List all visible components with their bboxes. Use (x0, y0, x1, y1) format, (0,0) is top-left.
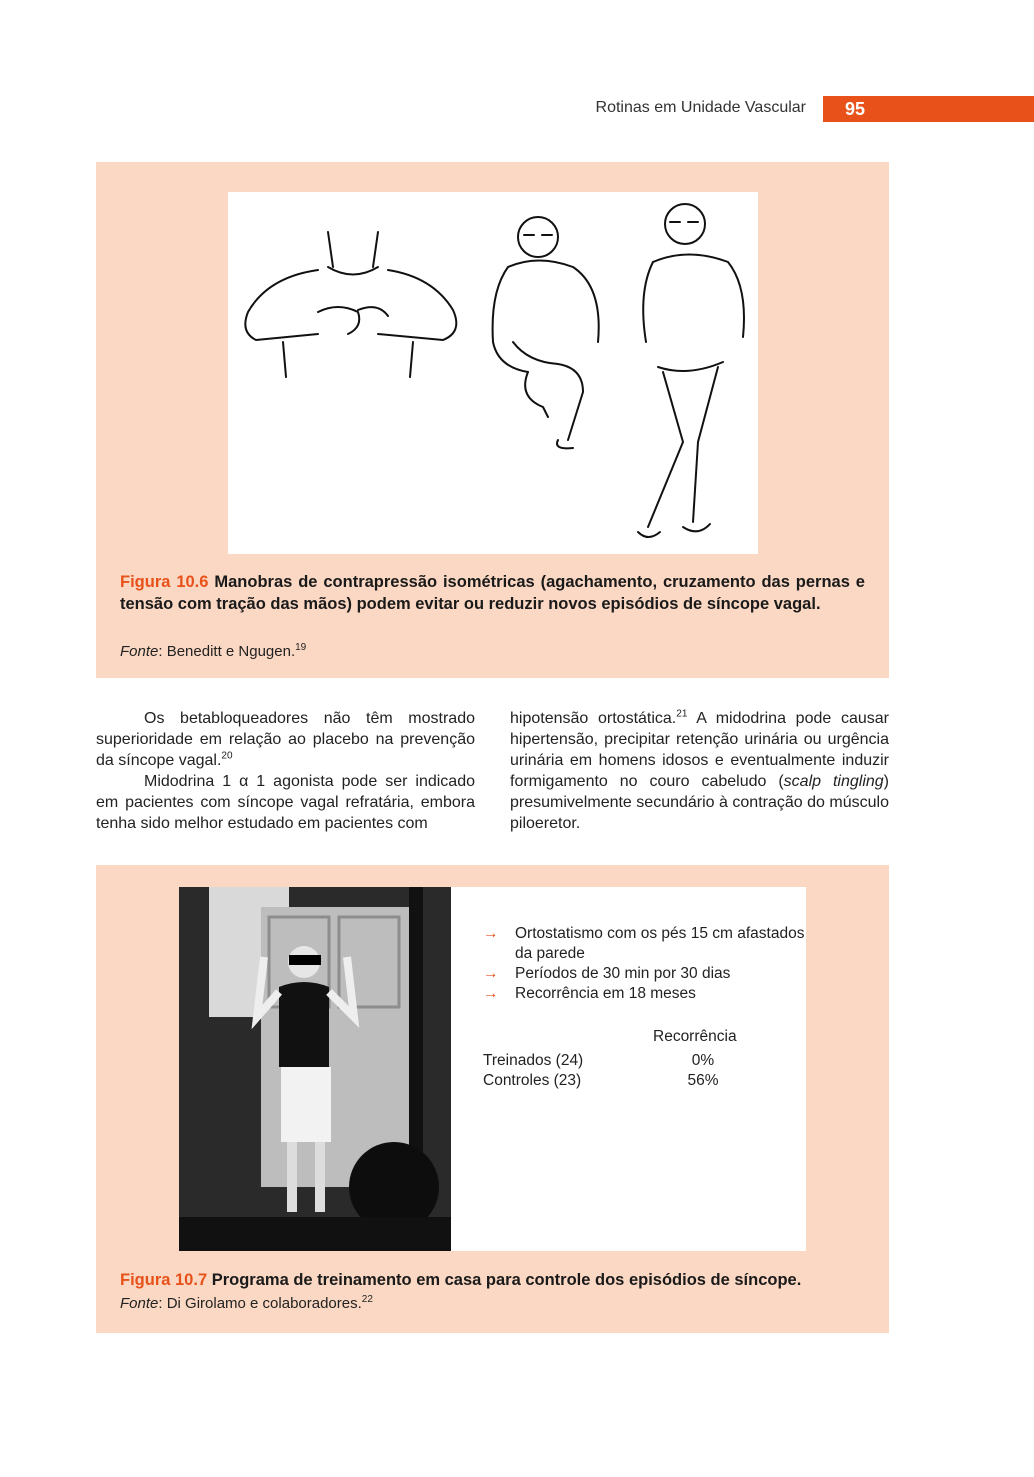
training-summary-panel (451, 887, 806, 1251)
table-row (483, 1052, 743, 1072)
figure-10-6-caption-text: Manobras de contrapressão isométricas (agachamento, cruzamento das pernas e tensão com tração das mãos) podem evitar ou reduzir novos episódios de síncope vagal. (120, 573, 865, 613)
value-cell: 56% (687, 1072, 719, 1089)
photo-illustration (179, 887, 451, 1251)
paragraph-text-b: A midodrina pode causar hipertensão, precipitar retenção urinária ou urgência urinária em homens idosos e eventualmente induzir formigamento no couro cabeludo ( (510, 710, 890, 790)
citation-ref: 20 (221, 750, 233, 762)
source-label: Fonte (120, 643, 159, 660)
figure-10-6-label: Figura 10.6 (120, 573, 209, 591)
bullet-text: Recorrência em 18 meses (515, 985, 696, 1002)
bullet-item (483, 964, 806, 984)
figure-10-6-source (120, 643, 306, 660)
table-row (483, 1072, 743, 1092)
figure-10-6 (96, 162, 889, 678)
recurrence-table (483, 1052, 743, 1092)
paragraph-text-c: ) presumivelmente secundário à contração do músculo piloeretor. (510, 773, 889, 832)
group-cell: Controles (23) (483, 1072, 582, 1089)
source-label: Fonte (120, 1295, 159, 1312)
bullet-item (483, 984, 806, 1004)
arrow-right-icon: → (483, 925, 499, 942)
line-drawing (228, 192, 758, 554)
arrow-right-icon: → (483, 965, 499, 982)
figure-10-7-label: Figura 10.7 (120, 1271, 208, 1289)
citation-ref: 21 (676, 708, 688, 720)
italic-term: scalp tingling (783, 773, 884, 790)
arrow-right-icon: → (483, 985, 499, 1002)
bullet-list (483, 924, 806, 1004)
source-ref: 19 (295, 642, 307, 653)
figure-10-7-caption-text: Programa de treinamento em casa para controle dos episódios de síncope. (211, 1271, 802, 1289)
bullet-text: Ortostatismo com os pés 15 cm afastados da parede (515, 925, 805, 962)
source-text: : Beneditt e Ngugen. (158, 643, 296, 660)
bullet-text: Períodos de 30 min por 30 dias (515, 965, 731, 982)
page-number: 95 (823, 96, 1034, 122)
bullet-item (483, 924, 806, 964)
running-header-title: Rotinas em Unidade Vascular (595, 99, 806, 116)
source-text: : Di Girolamo e colaboradores. (158, 1295, 362, 1312)
paragraph-text: Os betabloqueadores não têm mostrado superioridade em relação ao placebo na prevenção da síncope vagal. (96, 710, 475, 769)
group-cell: Treinados (24) (483, 1052, 584, 1069)
value-cell: 0% (691, 1052, 715, 1069)
figure-10-7-caption (120, 1269, 865, 1291)
paragraph-betablockers (96, 708, 475, 771)
body-column-right (510, 708, 889, 834)
figure-10-7-source (120, 1295, 373, 1312)
figure-10-7 (96, 865, 889, 1333)
paragraph-midodrine: Midodrina 1 α 1 agonista pode ser indicado em pacientes com síncope vagal refratária, embora tenha sido melhor estudado em pacientes com (96, 773, 475, 832)
body-column-left (96, 708, 475, 834)
training-photo (179, 887, 451, 1251)
paragraph-midodrine-effects (510, 708, 889, 834)
figure-10-6-caption (120, 571, 865, 615)
isometric-maneuvers-illustration (228, 192, 758, 554)
recurrence-header: Recorrência (653, 1028, 737, 1045)
paragraph-text-a: hipotensão ortostática. (510, 710, 677, 727)
source-ref: 22 (361, 1294, 373, 1305)
